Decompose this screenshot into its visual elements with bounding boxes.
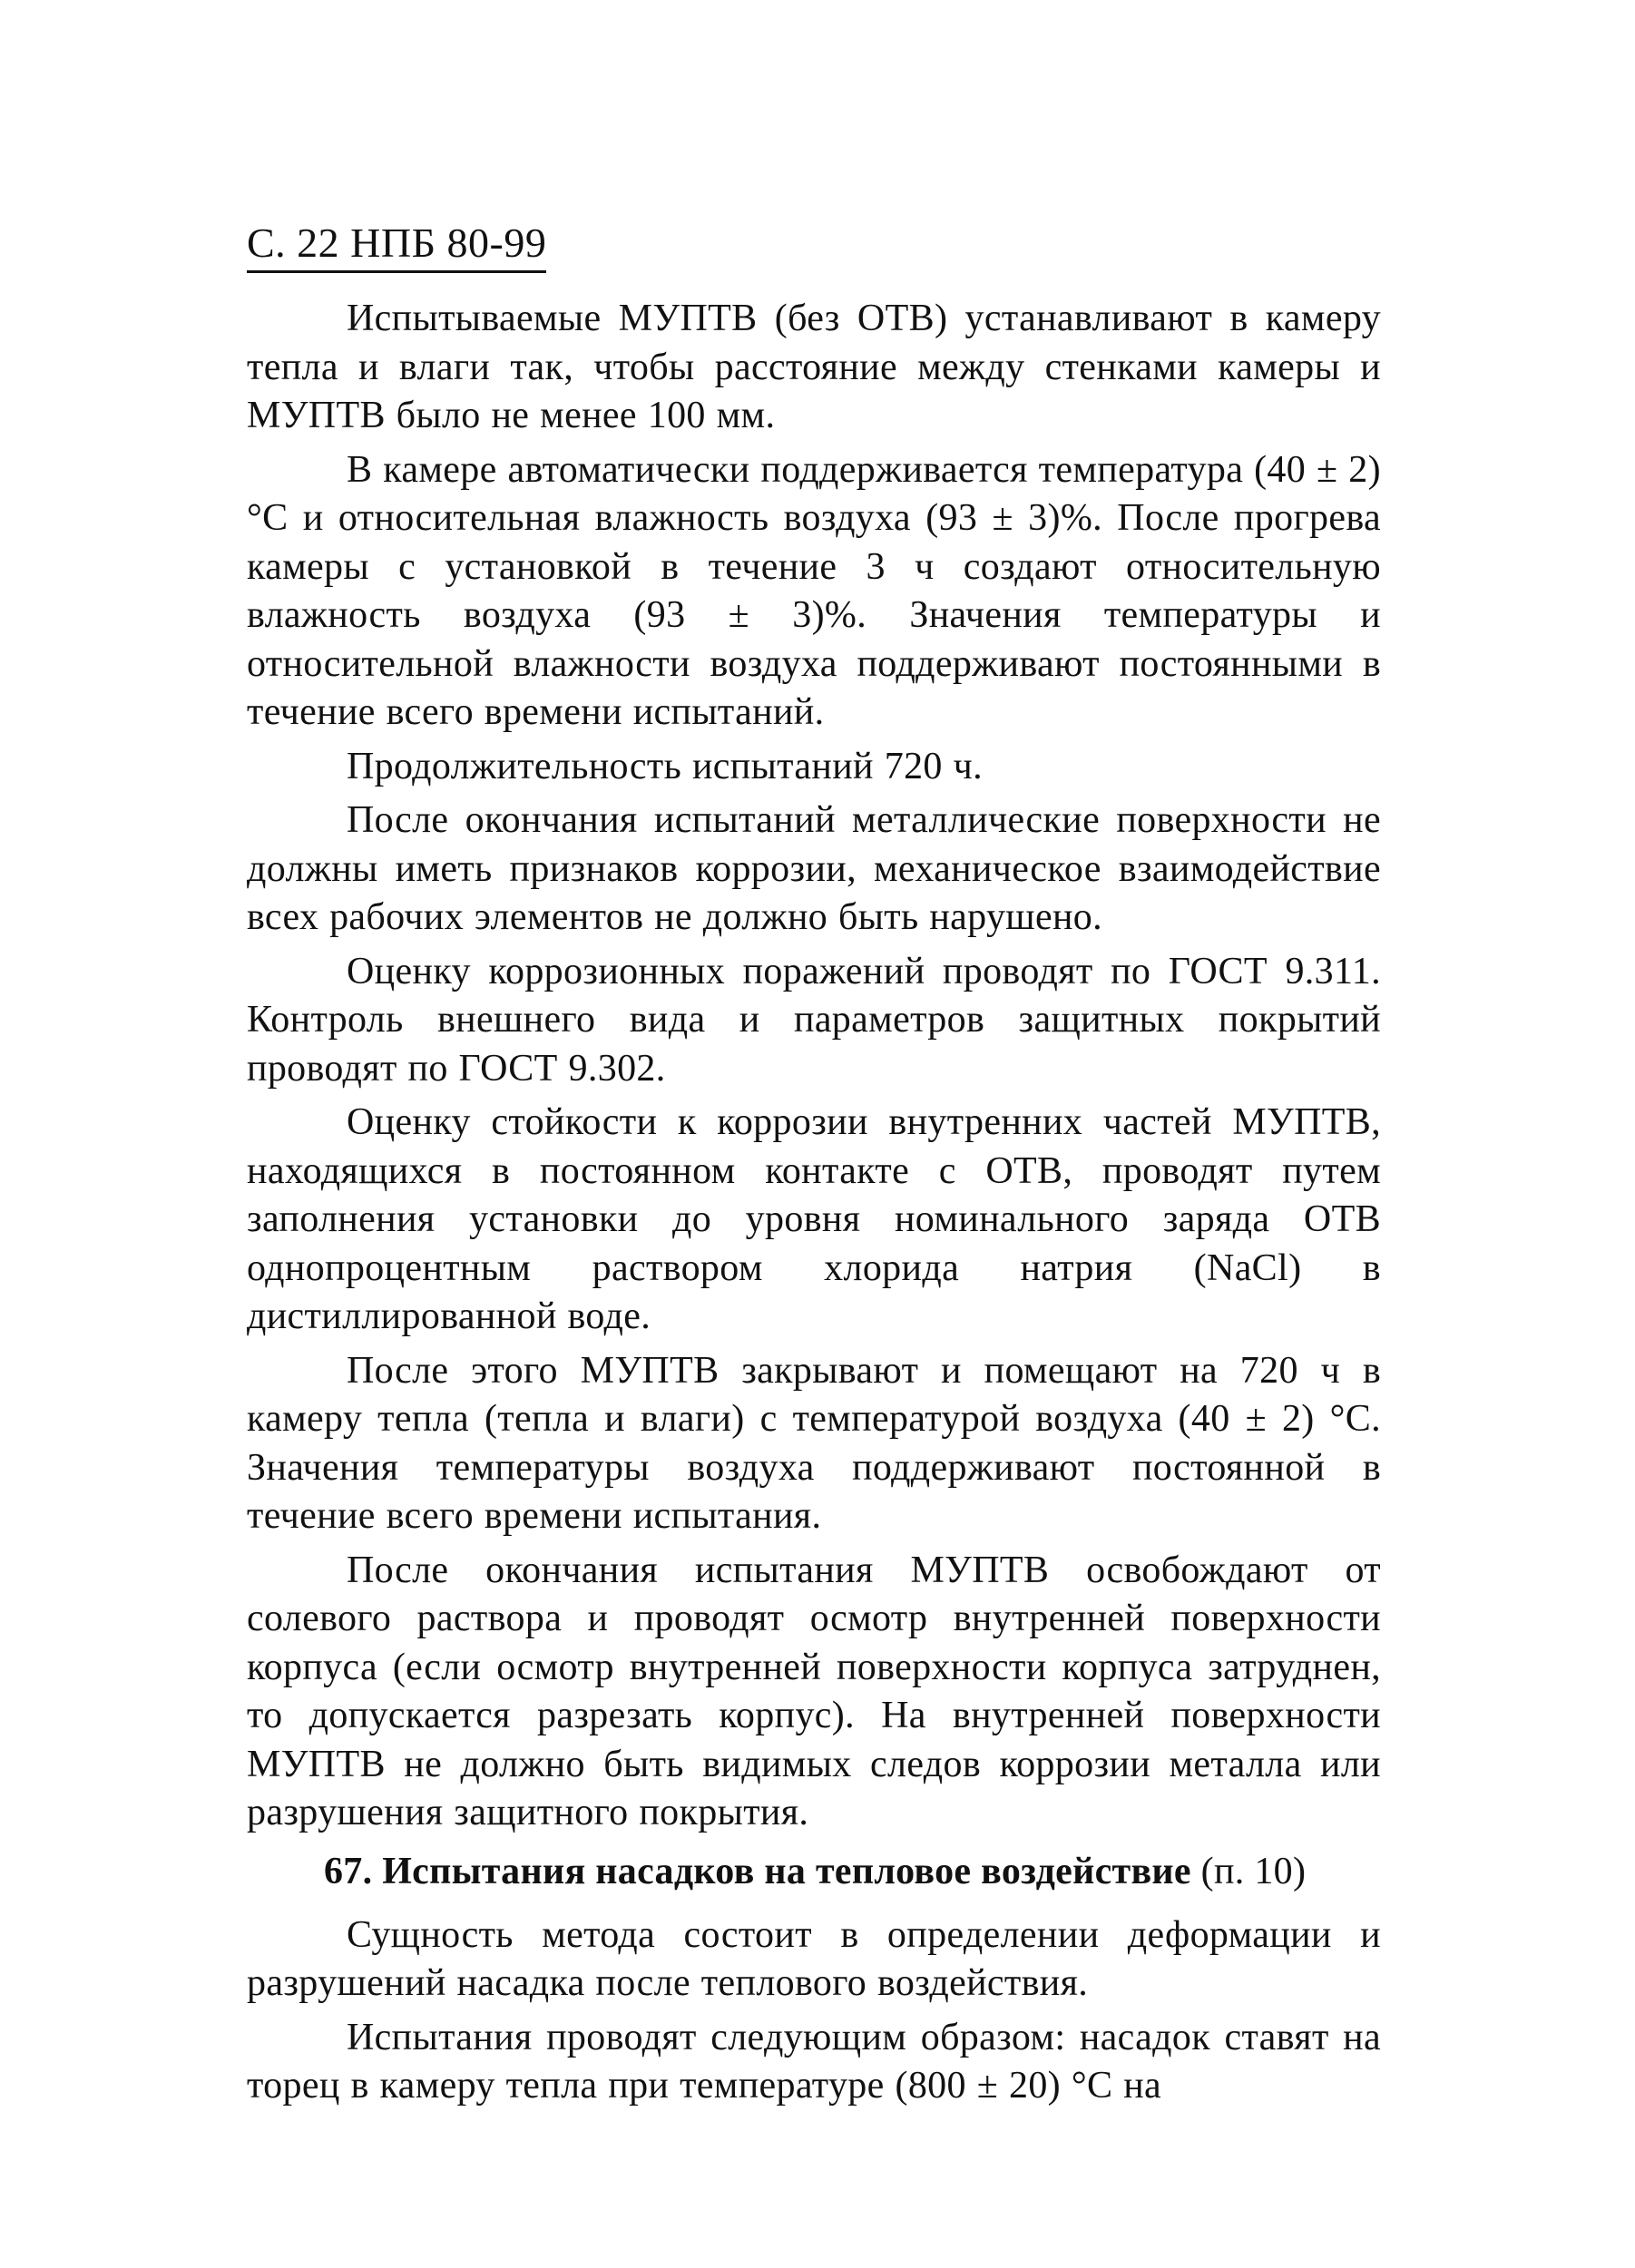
paragraph-post-test-inspection: После окончания испытания МУПТВ освобождают от солевого раствора и проводят осмотр внутренней поверхности корпуса (если осмотр внутренней поверхности корпуса затруднен, то допускается разрезать корпус). На внутренней поверхности МУПТВ не должно быть видимых следов коррозии металла или разрушения защитного покрытия. [247, 1549, 1381, 1833]
page-header: С. 22 НПБ 80-99 [247, 222, 546, 273]
section-title: 67. Испытания насадков на тепловое воздействие [324, 1850, 1191, 1892]
paragraph-test-duration: Продолжительность испытаний 720 ч. [347, 745, 983, 787]
paragraph-method-essence: Сущность метода состоит в определении деформации и разрушений насадка после теплового воздействия. [247, 1913, 1381, 2004]
paragraph-test-procedure: Испытания проводят следующим образом: насадок ставят на торец в камеру тепла при температуре (800 ± 20) °С на [247, 2016, 1381, 2107]
paragraph-gost-assessment: Оценку коррозионных поражений проводят по ГОСТ 9.311. Контроль внешнего вида и параметров защитных покрытий проводят по ГОСТ 9.302. [247, 950, 1381, 1090]
section-reference: (п. 10) [1190, 1850, 1307, 1892]
paragraph-sealed-exposure: После этого МУПТВ закрывают и помещают на 720 ч в камеру тепла (тепла и влаги) с температурой воздуха (40 ± 2) °С. Значения температуры воздуха поддерживают постоянной в течение всего времени испытания. [247, 1349, 1381, 1537]
section-heading [247, 1843, 1381, 1900]
paragraph-corrosion-requirement: После окончания испытаний металлические поверхности не должны иметь признаков коррозии, механическое взаимодействие всех рабочих элементов не должно быть нарушено. [247, 799, 1381, 938]
paragraph-chamber-conditions: В камере автоматически поддерживается температура (40 ± 2) °С и относительная влажность воздуха (93 ± 3)%. После прогрева камеры с установкой в течение 3 ч создают относительную влажность воздуха (93 ± 3)%. Значения температуры и относительной влажности воздуха поддерживают постоянными в течение всего времени испытаний. [247, 448, 1381, 733]
paragraph-internal-corrosion: Оценку стойкости к коррозии внутренних частей МУПТВ, находящихся в постоянном контакте с ОТВ, проводят путем заполнения установки до уровня номинального заряда ОТВ однопроцентным раствором хлорида натрия (NaCl) в дистиллированной воде. [247, 1101, 1381, 1337]
page-body [247, 295, 1381, 2116]
paragraph-chamber-placement: Испытываемые МУПТВ (без ОТВ) устанавливают в камеру тепла и влаги так, чтобы расстояние между стенками камеры и МУПТВ было не менее 100 мм. [247, 298, 1381, 436]
